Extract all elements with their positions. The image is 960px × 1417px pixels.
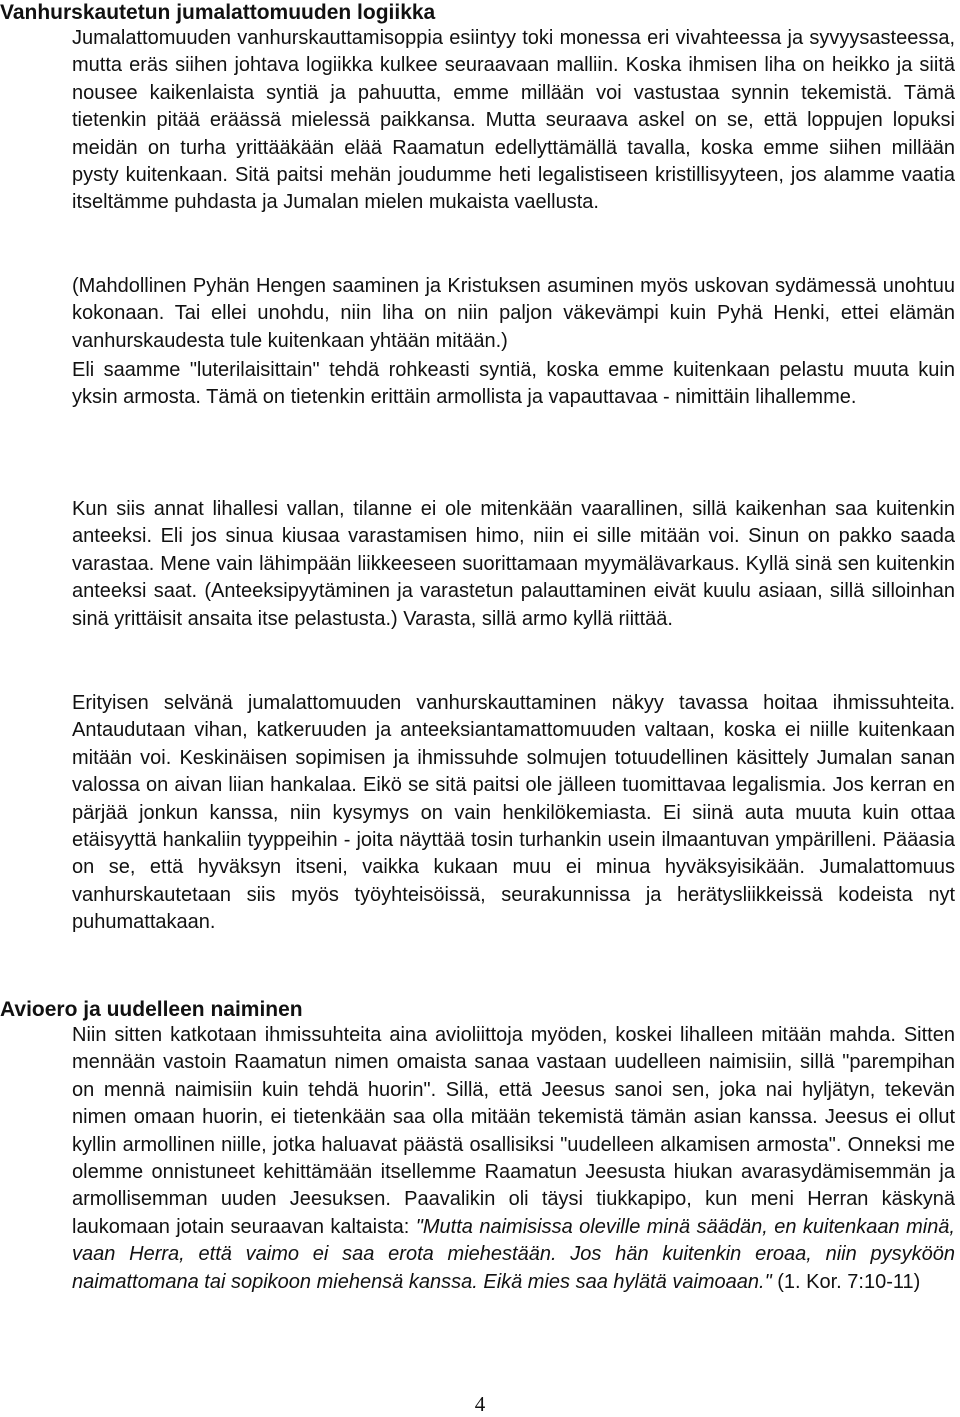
paragraph-5: Erityisen selvänä jumalattomuuden vanhurskauttaminen näkyy tavassa hoitaa ihmissuhteita. Antaudutaan vihan, katkeruuden ja anteeksiantamattomuuden valtaan, koska ei niille kuitenkaan mitään voi. Keskinäisen sopimisen ja ihmissuhde solmujen totuudellinen käsittely Jumalan sanan valossa on aivan liian hankalaa. Eikö se sitä paitsi ole jälleen tuomittavaa legalismia. Jos kerran en pärjää jonkun kanssa, niin kysymys on vain henkilökemiasta. Ei siinä auta muuta kuin ottaa etäisyyttä hankaliin tyyppeihin - joita näyttää tosin turhankin usein ilmaantuvan ympärilleni. Pääasia on se, että hyväksyn itseni, vaikka kukaan muu ei minua hyväksyisikään. Jumalattomuus vanhurskautetaan siis myös työyhteisöissä, seurakunnissa ja herätysliikkeissä kodeista nyt puhumattakaan. [72, 692, 955, 934]
paragraph-6 [72, 1022, 955, 1296]
paragraph-4: Kun siis annat lihallesi vallan, tilanne ei ole mitenkään vaarallinen, sillä kaikenhan saa kuitenkin anteeksi. Eli jos sinua kiusaa varastamisen himo, niin ei sille mitään voi. Sinun on pakko saada varastaa. Mene vain lähimpään liikkeeseen suorittamaan myymälävarkaus. Kyllä sinä sen kuitenkin anteeksi saat. (Anteeksipyytäminen ja varastetun palauttaminen eivät kuulu asiaan, sillä silloinhan sinä yrittäisit ansaita itse pelastusta.) Varasta, sillä armo kyllä riittää. [72, 498, 955, 630]
bible-reference: (1. Kor. 7:10-11) [771, 1270, 921, 1293]
section-heading-divorce: Avioero ja uudelleen naiminen [0, 998, 303, 1021]
bible-quote: "Mutta naimisissa oleville minä säädän, en kuitenkaan minä, vaan Herra, että vaimo ei saa erota miehestään. Jos hän kuitenkin eroaa, niin pysyköön naimattomana tai sopikoon miehensä kanssa. Eikä mies saa hylätä vaimoaan." [72, 1215, 955, 1293]
paragraph-1: Jumalattomuuden vanhurskauttamisoppia esiintyy toki monessa eri vivahteessa ja syvyysasteessa, mutta eräs siihen johtava logiikka kulkee seuraavaan malliin. Koska ihmisen liha on heikko ja siitä nousee kaikenlaista syntiä ja pahuutta, emme millään voi vastustaa synnin tekemistä. Tämä tietenkin pitää eräässä mielessä paikkansa. Mutta seuraava askel on se, että loppujen lopuksi meidän on turha yrittääkään elää Raamatun edellyttämällä tavalla, koska emme siihen millään pysty kuitenkaan. Sitä paitsi mehän joudumme heti legalistiseen kristillisyyteen, jos alamme vaatia itseltämme puhdasta ja Jumalan mielen mukaista vaellusta. [72, 27, 955, 214]
section-heading-logic: Vanhurskautetun jumalattomuuden logiikka [0, 1, 436, 24]
page-number: 4 [474, 1392, 486, 1416]
paragraph-2: (Mahdollinen Pyhän Hengen saaminen ja Kristuksen asuminen myös uskovan sydämessä unohtuu kokonaan. Tai ellei unohdu, niin liha on niin paljon väkevämpi kuin Pyhä Henki, ettei elämän vanhurskaudesta tule kuitenkaan yhtään mitään.) [72, 275, 955, 352]
paragraph-6-text: Niin sitten katkotaan ihmissuhteita aina avioliittoja myöden, koskei lihalleen mitään mahda. Sitten mennään vastoin Raamatun nimen omaista sanaa vastaan uudelleen naimisiin, sillä "parempihan on mennä naimisiin kuin tehdä huorin". Sillä, että Jeesus sanoi sen, joka nai hyljätyn, tekevän nimen omaan huorin, ei tietenkään saa olla mitään tekemistä tämän asian kanssa. Jeesus ei ollut kyllin armollinen niille, jotka haluavat päästä osallisiksi "uudelleen alkamisen armosta". Onneksi me olemme onnistuneet kehittämään itsellemme Raamatun Jeesusta hiukan avarasydämisemmän ja armollisemman uuden Jeesuksen. Paavalikin oli täysi tiukkapipo, kun meni Herran käskynä laukomaan jotain seuraavan kaltaista: [72, 1024, 955, 1238]
paragraph-3: Eli saamme "luterilaisittain" tehdä rohkeasti syntiä, koska emme kuitenkaan pelastu muuta kuin yksin armosta. Tämä on tietenkin erittäin armollista ja vapauttavaa - nimittäin lihallemme. [72, 359, 955, 409]
